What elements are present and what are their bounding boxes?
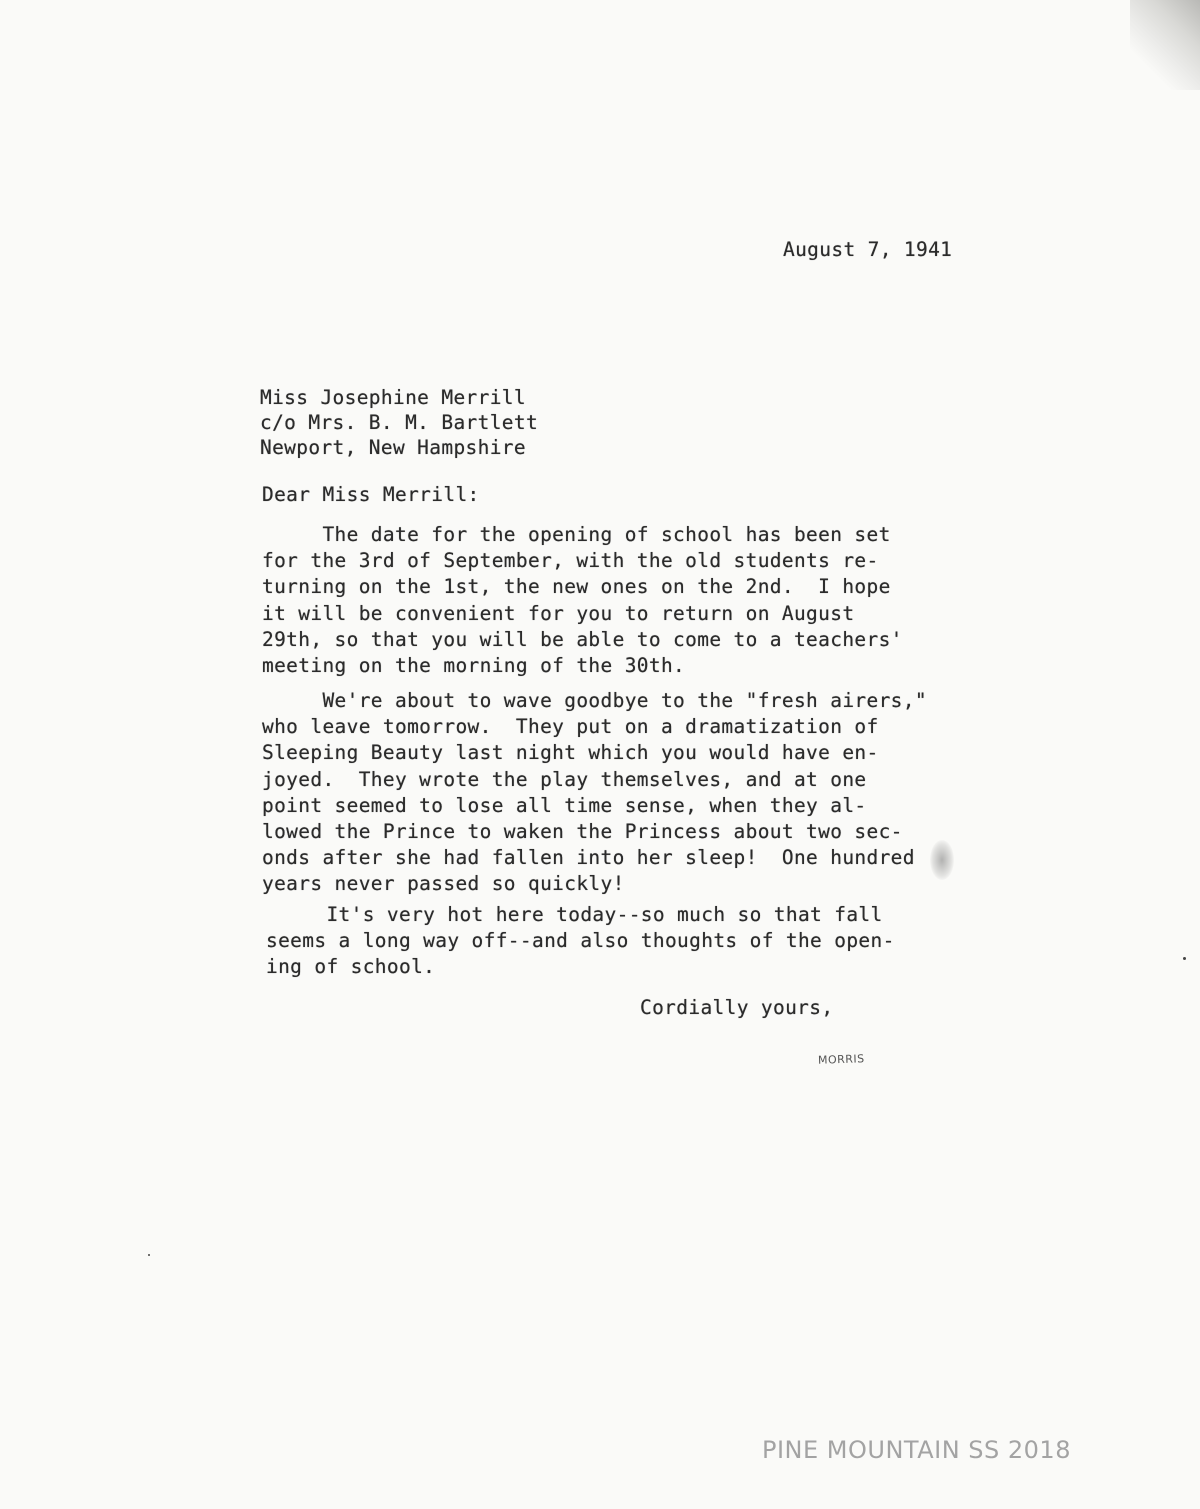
paragraph-line: The date for the opening of school has been set bbox=[262, 523, 891, 546]
archive-watermark: PINE MOUNTAIN SS 2018 bbox=[762, 1436, 1071, 1464]
paragraph-weather bbox=[266, 902, 895, 981]
letter-date: August 7, 1941 bbox=[783, 238, 953, 261]
paragraph-line: Sleeping Beauty last night which you would have en- bbox=[262, 741, 879, 765]
handwritten-signature: MORRIS bbox=[817, 1052, 865, 1067]
paragraph-line: it will be convenient for you to return on August bbox=[262, 601, 855, 625]
paragraph-line: for the 3rd of September, with the old students re- bbox=[262, 549, 879, 573]
paragraph-fresh-airers bbox=[262, 688, 927, 898]
paragraph-line: 29th, so that you will be able to come to a teachers' bbox=[262, 627, 903, 651]
paragraph-line: We're about to wave goodbye to the "fresh airers," bbox=[262, 689, 927, 712]
ink-smudge bbox=[930, 840, 954, 880]
paragraph-line: point seemed to lose all time sense, when they al- bbox=[262, 793, 867, 817]
recipient-care-of: c/o Mrs. B. M. Bartlett bbox=[260, 411, 539, 434]
paragraph-line: turning on the 1st, the new ones on the 2nd. I hope bbox=[262, 575, 891, 599]
paper-speck bbox=[148, 1254, 150, 1256]
paragraph-line: lowed the Prince to waken the Princess about two sec- bbox=[262, 820, 903, 844]
paragraph-line: ing of school. bbox=[266, 955, 436, 979]
recipient-city: Newport, New Hampshire bbox=[260, 436, 526, 459]
paragraph-line: onds after she had fallen into her sleep! One hundred bbox=[262, 846, 915, 870]
paragraph-line: seems a long way off--and also thoughts of the open- bbox=[266, 929, 895, 953]
paper-speck bbox=[1183, 957, 1186, 960]
closing: Cordially yours, bbox=[640, 996, 834, 1019]
recipient-name: Miss Josephine Merrill bbox=[260, 386, 526, 409]
paragraph-line: who leave tomorrow. They put on a dramatization of bbox=[262, 715, 879, 739]
paragraph-line: joyed. They wrote the play themselves, and at one bbox=[262, 767, 867, 791]
paragraph-line: It's very hot here today--so much so that fall bbox=[266, 903, 883, 926]
page-curl-corner bbox=[1130, 0, 1200, 90]
paragraph-line: meeting on the morning of the 30th. bbox=[262, 654, 686, 678]
salutation: Dear Miss Merrill: bbox=[262, 483, 480, 506]
paragraph-line: years never passed so quickly! bbox=[262, 872, 625, 896]
paragraph-school-opening bbox=[262, 522, 903, 679]
